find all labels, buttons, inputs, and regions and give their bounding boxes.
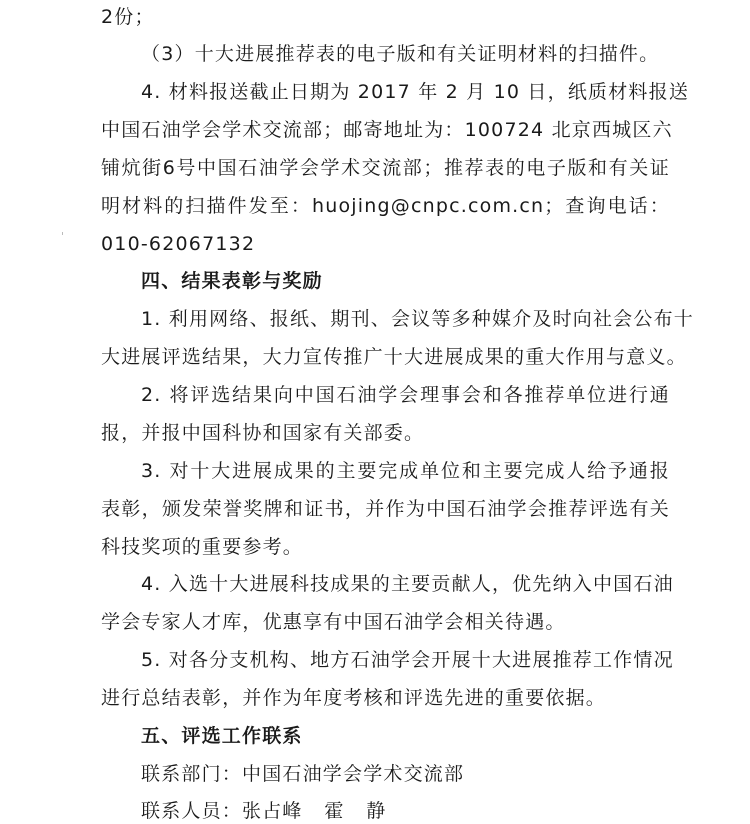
text-line: 科技奖项的重要参考。 <box>101 536 304 558</box>
text-line: （3）十大进展推荐表的电子版和有关证明材料的扫描件。 <box>141 43 660 65</box>
text-line: 报，并报中国科协和国家有关部委。 <box>101 422 425 444</box>
phone-line: 010-62067132 <box>101 233 256 255</box>
text-line: 1. 利用网络、报纸、期刊、会议等多种媒介及时向社会公布十 <box>141 308 694 330</box>
section-heading: 四、结果表彰与奖励 <box>141 270 323 292</box>
text-line: 4. 入选十大进展科技成果的主要贡献人，优先纳入中国石油 <box>141 573 674 595</box>
section-heading: 五、评选工作联系 <box>141 725 303 747</box>
text-line: 学会专家人才库，优惠享有中国石油学会相关待遇。 <box>101 611 566 633</box>
contact-department: 联系部门：中国石油学会学术交流部 <box>141 763 465 785</box>
text-line: 大进展评选结果，大力宣传推广十大进展成果的重大作用与意义。 <box>101 346 687 368</box>
text-line: 进行总结表彰，并作为年度考核和评选先进的重要依据。 <box>101 687 607 709</box>
text-line: 铺炕街6号中国石油学会学术交流部；推荐表的电子版和有关证 <box>101 157 670 179</box>
text-line: 2. 将评选结果向中国石油学会理事会和各推荐单位进行通 <box>141 384 670 406</box>
text-line: 4. 材料报送截止日期为 2017 年 2 月 10 日，纸质材料报送 <box>141 81 690 103</box>
text-line: 中国石油学会学术交流部；邮寄地址为：100724 北京西城区六 <box>101 119 673 141</box>
text-line: 表彰，颁发荣誉奖牌和证书，并作为中国石油学会推荐评选有关 <box>101 498 670 520</box>
text-line: 2份； <box>101 6 155 28</box>
text-line: 5. 对各分支机构、地方石油学会开展十大进展推荐工作情况 <box>141 649 674 671</box>
text-line: 明材料的扫描件发至：huojing@cnpc.com.cn；查询电话： <box>101 195 670 217</box>
scan-mark <box>62 232 63 235</box>
text-line: 3. 对十大进展成果的主要完成单位和主要完成人给予通报 <box>141 460 670 482</box>
contact-persons: 联系人员：张占峰 霍 静 <box>141 800 387 822</box>
